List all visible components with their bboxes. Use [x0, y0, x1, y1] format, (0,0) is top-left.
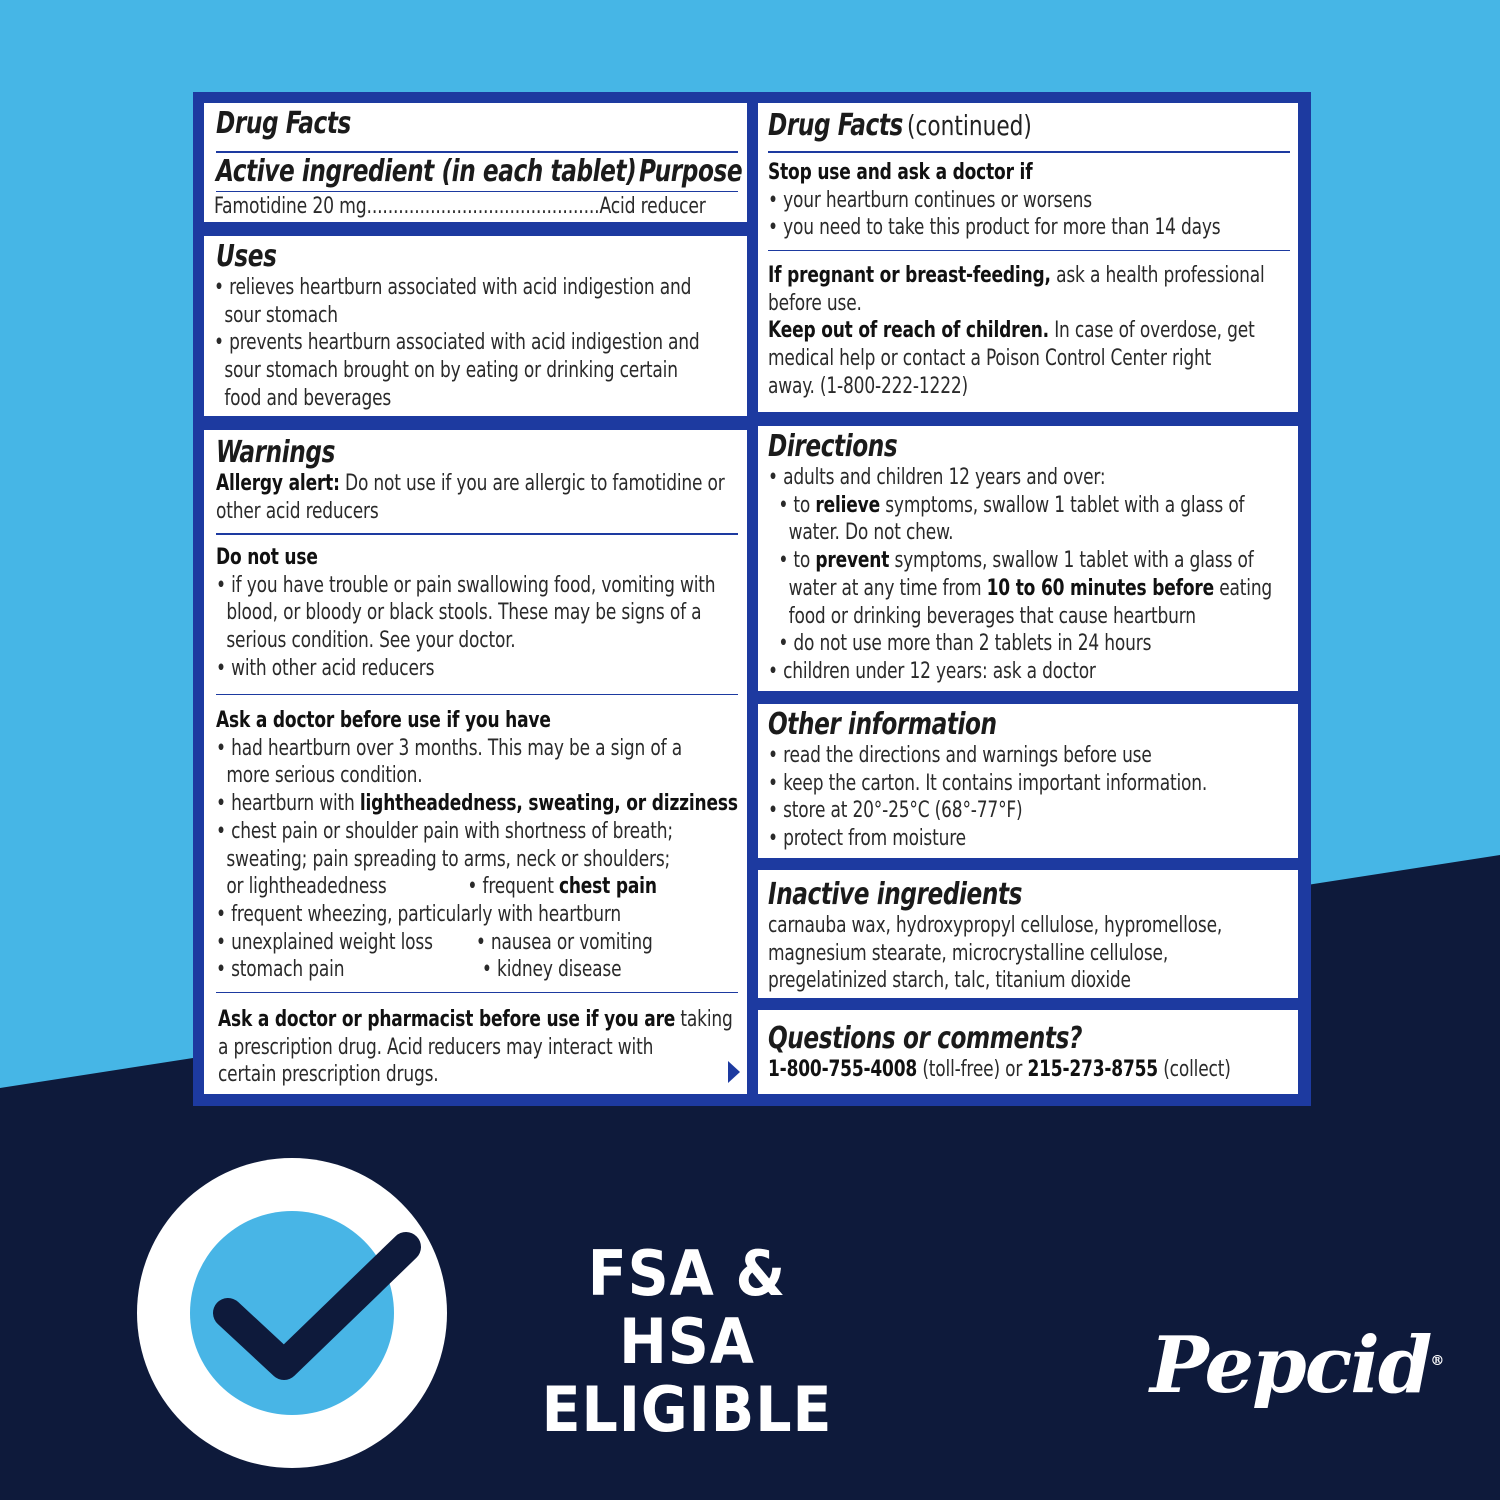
other-info-item-4: protect from moisture: [783, 826, 966, 852]
ask-doctor-item7: nausea or vomiting: [490, 929, 653, 955]
uses-title: Uses: [216, 239, 277, 274]
leader-dots: ............................................: [366, 194, 600, 219]
ask-doctor-item2-pre: heartburn with: [231, 791, 360, 817]
active-ingredient-heading: Active ingredient (in each tablet): [216, 154, 637, 189]
keep-out-bold: Keep out of reach of children.: [768, 318, 1049, 344]
drug-facts-title: Drug Facts: [216, 106, 351, 141]
other-info-item-1: read the directions and warnings before use: [783, 743, 1152, 768]
panel-active-ingredient: [204, 103, 747, 222]
other-info-title: Other information: [768, 707, 997, 742]
panel-questions: [758, 1010, 1298, 1094]
inactive-title: Inactive ingredients: [768, 877, 1023, 912]
ingredient-purpose: Acid reducer: [599, 194, 706, 219]
continued-title: Drug Facts: [768, 108, 903, 143]
ask-doctor-item5: frequent wheezing, particularly with heartburn: [231, 901, 621, 927]
directions-adults: adults and children 12 years and over:: [783, 465, 1106, 490]
fsa-line-2: ELIGIBLE: [541, 1373, 833, 1446]
brand-name: Pepcid: [1150, 1320, 1431, 1411]
panel-continued: Drug Facts (continued) Stop use and ask a doctor if • your heartburn continues or worsens • you need to take this product for more than 14 days If pregnant or breast-feeding, ask a health professional before use. Keep out of reach of children. In case of overdose, get medical help or contact a Poison Control Center right away. (1-800-222-1222): [758, 103, 1298, 412]
directions-title: Directions: [768, 429, 898, 464]
registered-mark: ®: [1430, 1353, 1443, 1369]
questions-title: Questions or comments?: [768, 1021, 1083, 1056]
fsa-line-1: FSA & HSA: [587, 1237, 787, 1378]
ask-doctor-item6: unexplained weight loss: [231, 929, 433, 955]
ask-doctor-item8: stomach pain: [231, 957, 345, 983]
ask-doctor-item2-bold: lightheadedness, sweating, or dizziness: [359, 791, 738, 817]
ingredient-name: Famotidine 20 mg: [214, 194, 367, 219]
ask-doctor-item4-bold: chest pain: [558, 874, 657, 900]
purpose-heading: Purpose: [639, 154, 743, 189]
directions-children: children under 12 years: ask a doctor: [783, 658, 1096, 684]
panel-uses: Uses • relieves heartburn associated with acid indigestion and sour stomach • prevents heartburn associated with acid indigestion and sour stomach brought on by eating or drinking certain food and beverages: [204, 236, 747, 416]
ask-doctor-item9: kidney disease: [497, 957, 622, 983]
do-not-use-heading: Do not use: [216, 545, 318, 570]
phone-collect-note: (collect): [1163, 1057, 1231, 1082]
allergy-alert-label: Allergy alert:: [216, 471, 340, 496]
phone-toll-free-note: (toll-free) or: [922, 1057, 1023, 1082]
panel-directions: Directions • adults and children 12 years and over: • to relieve symptoms, swallow 1 tablet with a glass of water. Do not chew. • to prevent symptoms, swallow 1 tablet with a glass of water at any time from 10 to 60 minutes before eating food or drinking beverages that cause heartburn • do not use more than 2 tablets in 24 hours • children under 12 years: ask a doctor: [758, 426, 1298, 691]
pepcid-logo: [1150, 1320, 1442, 1411]
panel-other-information: Other information • read the directions and warnings before use • keep the carton. It contains important information. • store at 20°-25°C (68°-77°F) • protect from moisture: [758, 704, 1298, 858]
pregnant-bold: If pregnant or breast-feeding,: [768, 263, 1051, 288]
panel-inactive-ingredients: Inactive ingredients carnauba wax, hydroxypropyl cellulose, hypromellose, magnesium stearate, microcrystalline cellulose, pregelatinized starch, talc, titanium dioxide: [758, 870, 1298, 998]
continue-arrow-icon: [728, 1061, 740, 1083]
drug-facts-label: [193, 92, 1311, 1106]
stop-use-heading: Stop use and ask a doctor if: [768, 160, 1033, 185]
other-info-item-3: store at 20°-25°C (68°-77°F): [783, 798, 1023, 824]
stop-item-2: you need to take this product for more than 14 days: [783, 215, 1221, 241]
ask-doctor-heading: Ask a doctor before use if you have: [216, 708, 551, 733]
check-circle-icon: [136, 1157, 448, 1469]
ask-doctor-item4-pre: frequent: [482, 874, 559, 900]
stop-item-1: your heartburn continues or worsens: [783, 187, 1093, 213]
phone-collect[interactable]: 215-273-8755: [1027, 1057, 1158, 1082]
warnings-title: Warnings: [216, 435, 335, 470]
panel-warnings: Warnings Allergy alert: Do not use if you are allergic to famotidine or other acid reducers Do not use • if you have trouble or pain swallowing food, vomiting with blood, or bloody or black stools. These may be signs of a serious condition. See your doctor. • with other acid reducers Ask a doctor before use if you have • had heartburn over 3 months. This may be a sign of a more serious condition. • heartburn with lightheadedness, sweating, or dizziness • chest pain or shoulder pain with shortness of breath; sweating; pain spreading to arms, neck or shoulders; or lightheadedness • frequent chest pain • frequent wheezing, particularly with heartburn • unexplained weight loss • nausea or vomiting • stomach pain • kidney disease Ask a doctor or pharmacist before use if you are taking a prescription drug. Acid reducers may interact with certain prescription drugs.: [204, 430, 747, 1094]
continued-suffix: (continued): [906, 109, 1032, 142]
directions-limit: do not use more than 2 tablets in 24 hours: [793, 631, 1152, 657]
phone-toll-free[interactable]: 1-800-755-4008: [768, 1057, 918, 1082]
fsa-hsa-badge-text: [512, 1237, 862, 1446]
other-info-item-2: keep the carton. It contains important information.: [783, 770, 1208, 796]
pharmacist-bold: Ask a doctor or pharmacist before use if you are: [218, 1007, 676, 1032]
